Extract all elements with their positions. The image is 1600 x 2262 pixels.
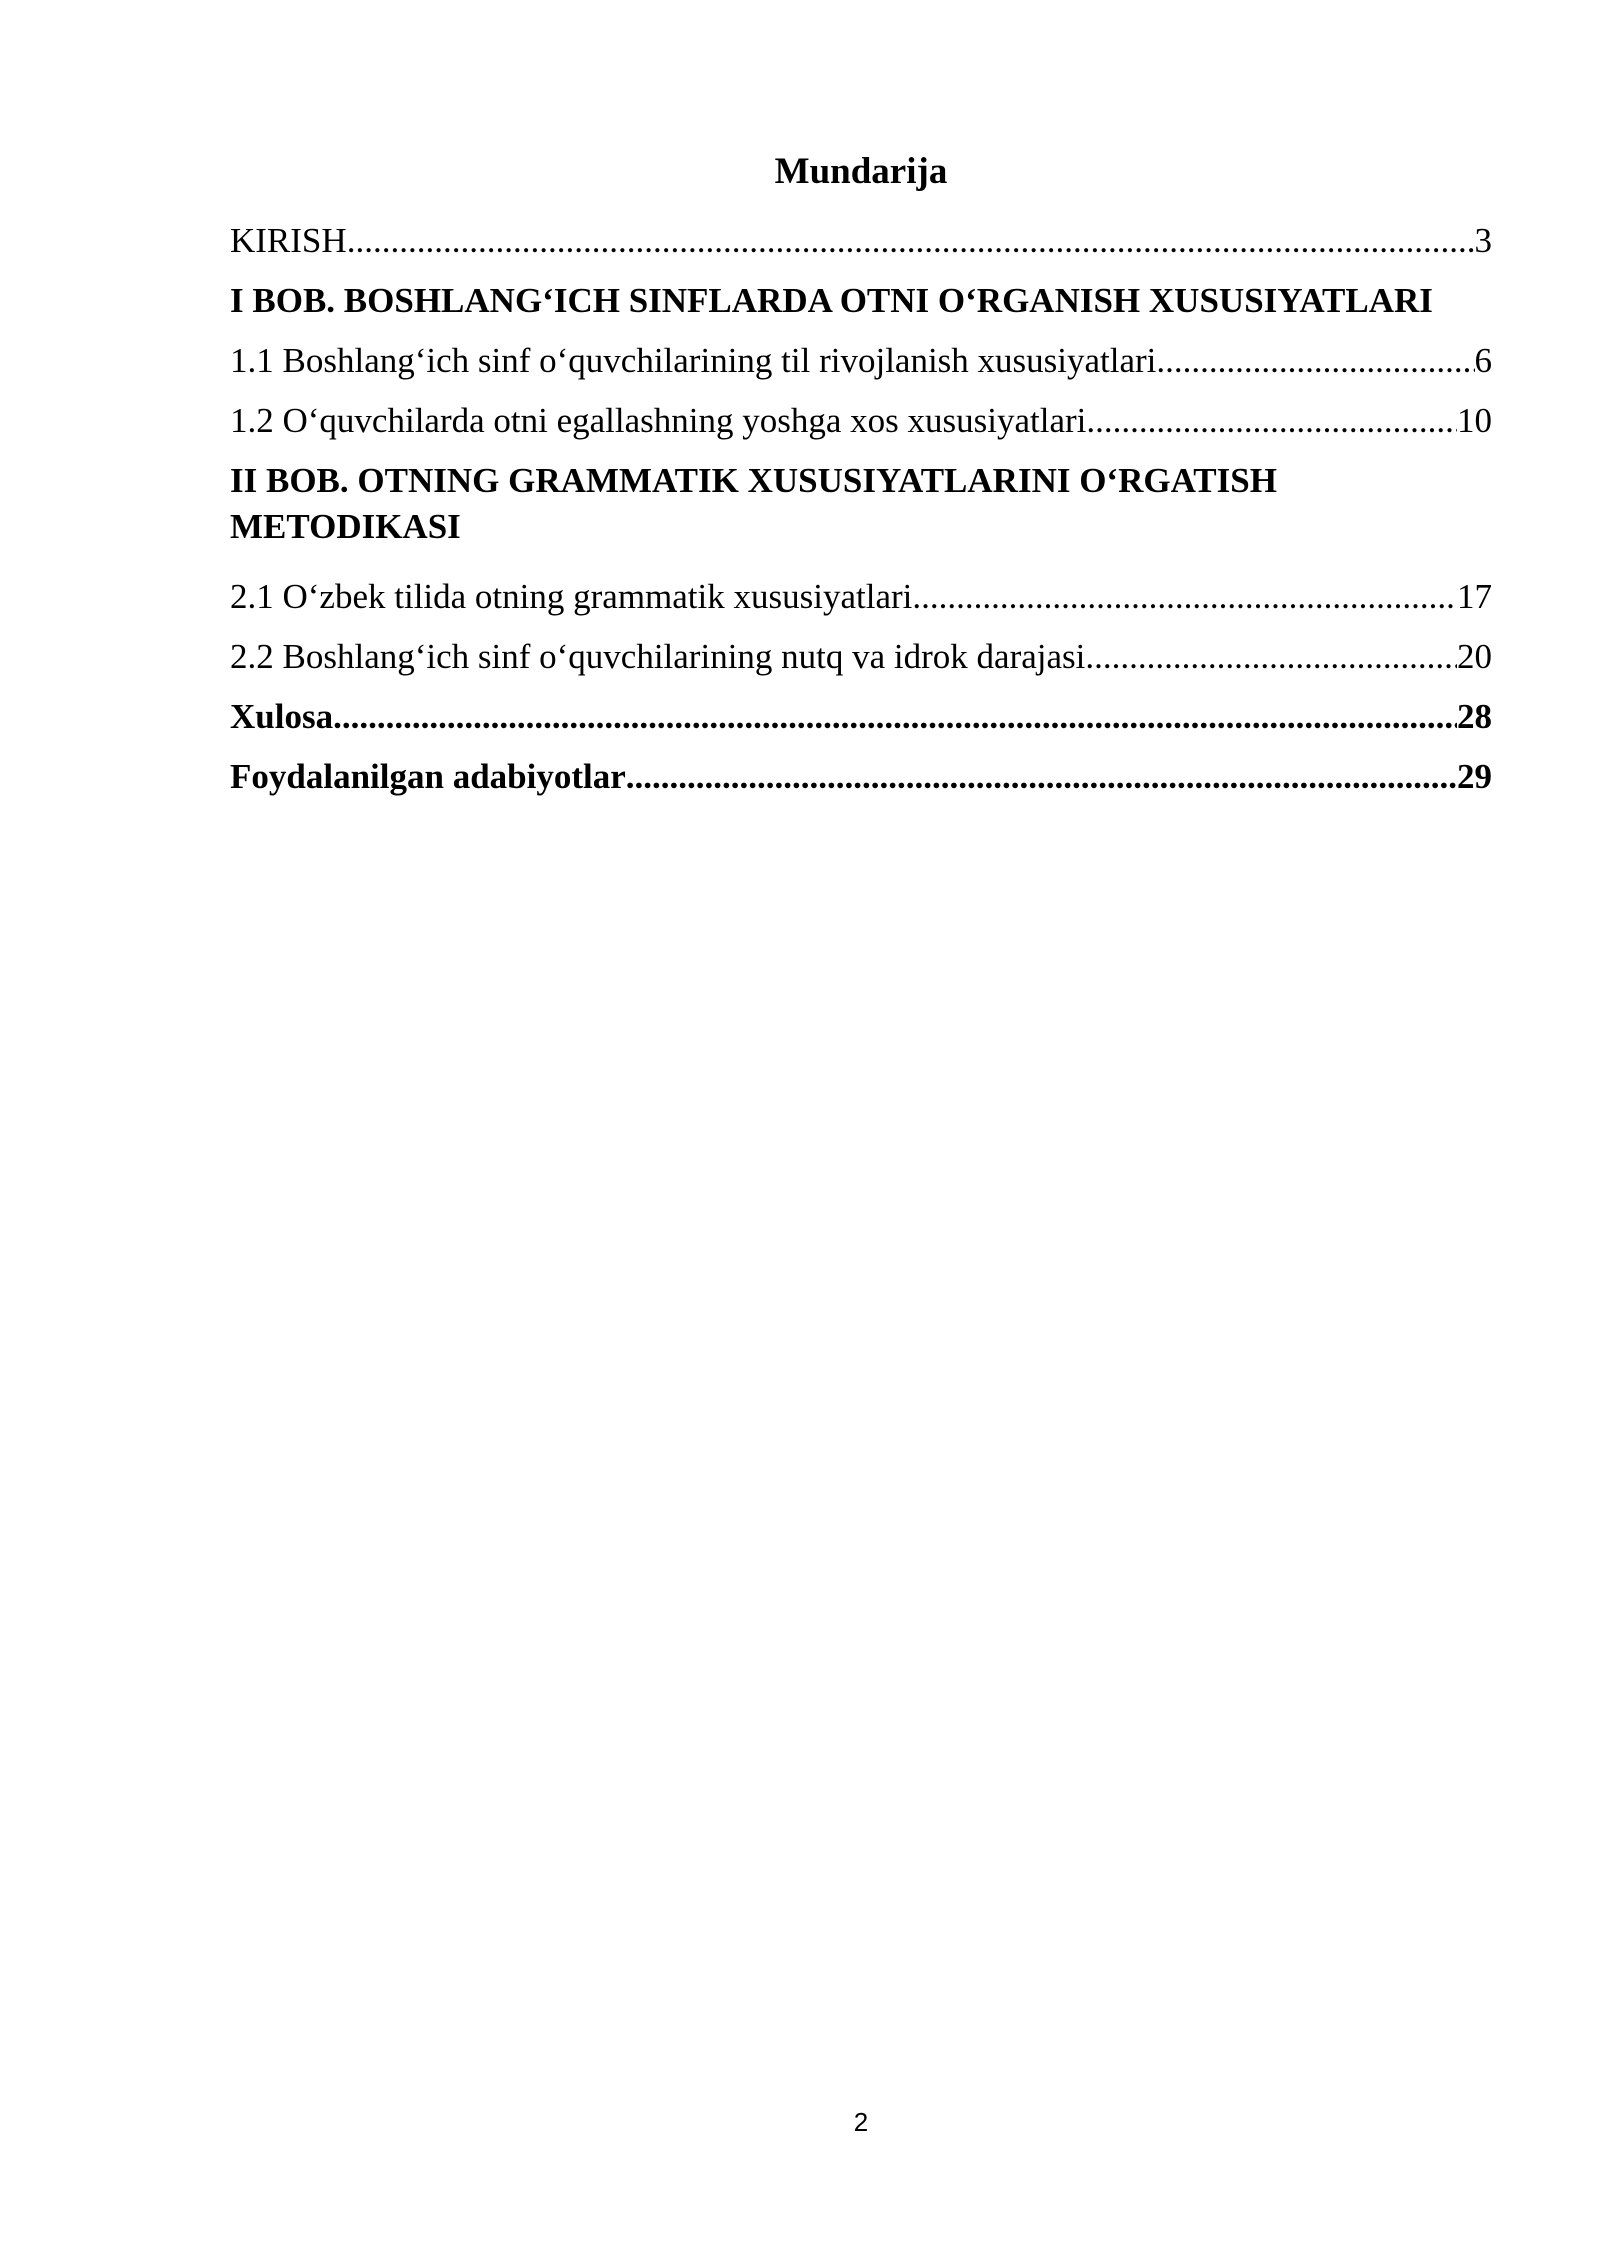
toc-chapter-2-heading[interactable]: II BOB. OTNING GRAMMATIK XUSUSIYATLARINI O‘RGATISH METODIKASI [230,461,1277,546]
toc-entry-1-2[interactable] [230,398,1492,444]
toc-entry-kirish[interactable] [230,218,1492,264]
toc-chapter-1-heading[interactable]: I BOB. BOSHLANG‘ICH SINFLARDA OTNI O‘RGANISH XUSUSIYATLARI [230,281,1433,320]
toc-entry-adabiyotlar[interactable] [230,754,1492,800]
page-number: 2 [853,2107,869,2137]
dot-leader [626,754,1457,800]
dot-leader [1086,398,1457,444]
toc-entry-xulosa[interactable] [230,694,1492,740]
toc-entry-2-1[interactable] [230,574,1492,620]
toc-entry-1-1[interactable] [230,338,1492,384]
dot-leader [1156,338,1474,384]
page-title: Mundarija [774,151,948,192]
toc-page-number: 10 [1457,401,1492,440]
table-of-contents [230,218,1492,814]
dot-leader [347,218,1475,264]
dot-leader [1085,634,1457,680]
dot-leader [912,574,1457,620]
toc-page-number: 28 [1457,697,1492,736]
toc-label: 1.1 Boshlang‘ich sinf o‘quvchilarining til rivojlanish xususiyatlari [230,341,1157,380]
toc-label: Xulosa [230,697,334,736]
toc-label: KIRISH [230,221,347,260]
toc-page-number: 20 [1457,637,1492,676]
toc-page-number: 3 [1474,221,1492,260]
toc-label: 2.1 O‘zbek tilida otning grammatik xususiyatlari [230,577,913,616]
toc-label: 2.2 Boshlang‘ich sinf o‘quvchilarining nutq va idrok darajasi [230,637,1086,676]
toc-page-number: 6 [1474,341,1492,380]
toc-label: 1.2 O‘quvchilarda otni egallashning yoshga xos xususiyatlari [230,401,1087,440]
toc-page-number: 29 [1457,757,1492,796]
toc-page-number: 17 [1457,577,1492,616]
dot-leader [333,694,1457,740]
toc-entry-2-2[interactable] [230,634,1492,680]
toc-label: Foydalanilgan adabiyotlar [230,757,626,796]
